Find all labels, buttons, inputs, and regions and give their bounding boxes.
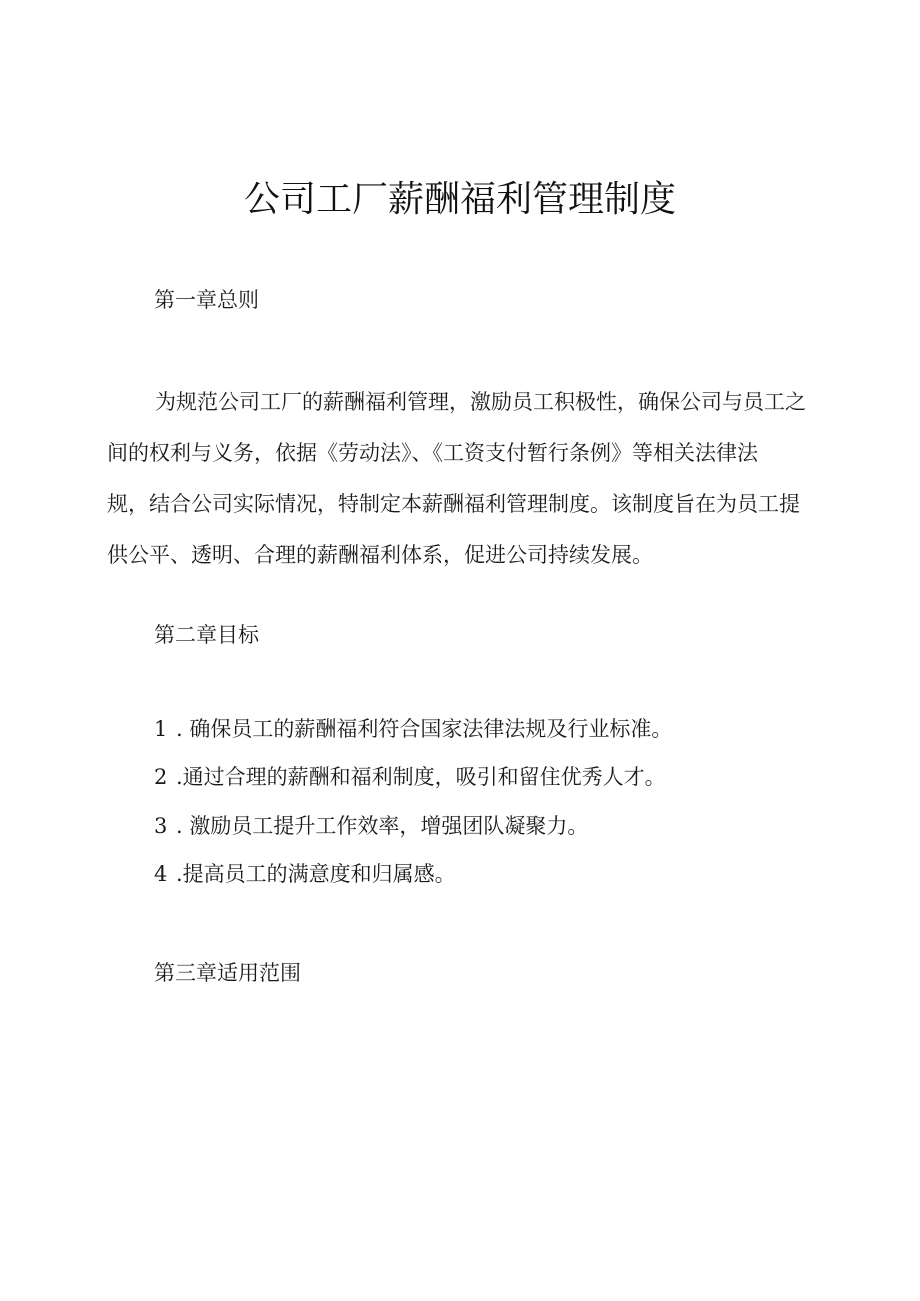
paragraph-line: 供公平、透明、合理的薪酬福利体系，促进公司持续发展。 <box>107 543 653 567</box>
list-item-text: . 激励员工提升工作效率，增强团队凝聚力。 <box>176 814 589 838</box>
list-item-number: 3 <box>154 814 168 838</box>
list-item-text: . 确保员工的薪酬福利符合国家法律法规及行业标准。 <box>176 717 673 741</box>
chapter-2-heading: 第二章目标 <box>154 623 259 647</box>
chapter-1-paragraph <box>107 377 825 581</box>
list-item-text: .提高员工的满意度和归属感。 <box>176 862 456 886</box>
paragraph-line: 规，结合公司实际情况，特制定本薪酬福利管理制度。该制度旨在为员工提 <box>107 492 800 516</box>
document-title: 公司工厂薪酬福利管理制度 <box>243 179 676 220</box>
list-item <box>154 714 672 744</box>
paragraph-line: 为规范公司工厂的薪酬福利管理，激励员工积极性，确保公司与员工之 <box>155 390 806 414</box>
paragraph-line: 间的权利与义务，依据《劳动法》、《工资支付暂行条例》等相关法律法 <box>107 441 758 465</box>
list-item-text: .通过合理的薪酬和福利制度，吸引和留住优秀人才。 <box>176 765 666 789</box>
list-item <box>154 859 456 889</box>
list-item <box>154 762 666 792</box>
chapter-1-heading: 第一章总则 <box>154 288 259 312</box>
list-item-number: 4 <box>154 862 168 886</box>
list-item-number: 1 <box>154 717 168 741</box>
chapter-3-heading: 第三章适用范围 <box>154 961 301 985</box>
list-item <box>154 811 588 841</box>
list-item-number: 2 <box>154 765 168 789</box>
